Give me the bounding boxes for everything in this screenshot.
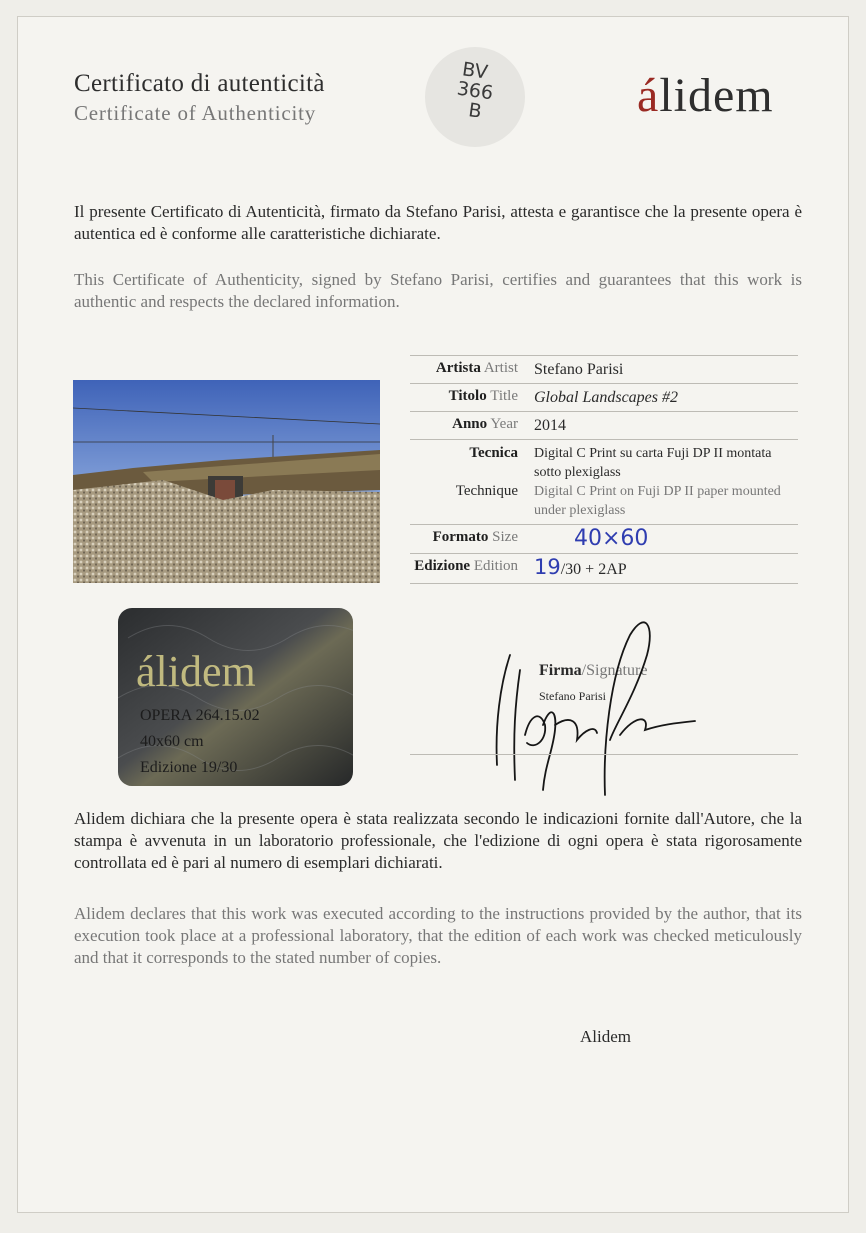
stamp-line-2: 366 [455, 77, 495, 105]
issuer-signoff: Alidem [580, 1027, 631, 1046]
alidem-logo: álidem [637, 69, 774, 122]
row-artist: Artista Artist Stefano Parisi [410, 355, 798, 383]
hologram-line-1: OPERA 264.15.02 [140, 707, 260, 724]
row-title: Titolo Title Global Landscapes #2 [410, 383, 798, 411]
handwritten-signature [485, 615, 705, 800]
closing-english: Alidem declares that this work was executed according to the instructions provided by the author, that its execution took place at a professional laboratory, that the edition of each work was checked meticulously and that it corresponds to the stated number of copies. [74, 904, 802, 967]
row-year: Anno Year 2014 [410, 411, 798, 439]
size-value-handwritten: 40×60 [574, 526, 649, 551]
row-size: Formato Size 40×60 [410, 524, 798, 553]
title-italian: Certificato di autenticità [74, 70, 325, 97]
intro-italian: Il presente Certificato di Autenticità, firmato da Stefano Parisi, attesta e garantisce che la presente opera è autentica ed è conforme alle caratteristiche dichiarate. [74, 202, 802, 243]
row-technique: Tecnica Technique Digital C Print su carta Fuji DP II montata sotto plexiglass Digital C Print on Fuji DP II paper mounted under plexiglass [410, 439, 798, 524]
signature-line [410, 754, 798, 755]
technique-value-it: Digital C Print su carta Fuji DP II montata sotto plexiglass [534, 446, 772, 480]
title-value: Global Landscapes #2 [534, 389, 678, 406]
hologram-logo: álidem [136, 647, 256, 696]
edition-number-handwritten: 19 [534, 555, 561, 579]
artist-value: Stefano Parisi [534, 361, 624, 378]
signatory-name: Stefano Parisi [539, 689, 606, 703]
edition-total: /30 + 2AP [560, 561, 627, 578]
signature-label: Firma/Signature [539, 662, 648, 679]
row-edition: Edizione Edition 19/30 + 2AP [410, 553, 798, 584]
hologram-line-3: Edizione 19/30 [140, 759, 238, 776]
stamp-line-1: BV [460, 58, 490, 84]
intro-english: This Certificate of Authenticity, signed by Stefano Parisi, certifies and guarantees that this work is authentic and respects the declared information. [74, 270, 802, 311]
artwork-photo [73, 380, 380, 583]
details-table [410, 355, 798, 584]
year-value: 2014 [534, 417, 566, 434]
hologram-line-2: 40x60 cm [140, 733, 204, 750]
closing-italian: Alidem dichiara che la presente opera è stata realizzata secondo le indicazioni fornite dall'Autore, che la stampa è avvenuta in un laboratorio professionale, che l'edizione di ogni opera è stata rigorosamente controllata ed è pari al numero di esemplari dichiarati. [74, 809, 802, 872]
reference-stamp [425, 47, 525, 147]
title-english: Certificate of Authenticity [74, 101, 317, 125]
hologram-sticker [118, 608, 353, 786]
stamp-line-3: B [467, 99, 483, 123]
technique-value-en: Digital C Print on Fuji DP II paper mounted under plexiglass [534, 484, 781, 518]
